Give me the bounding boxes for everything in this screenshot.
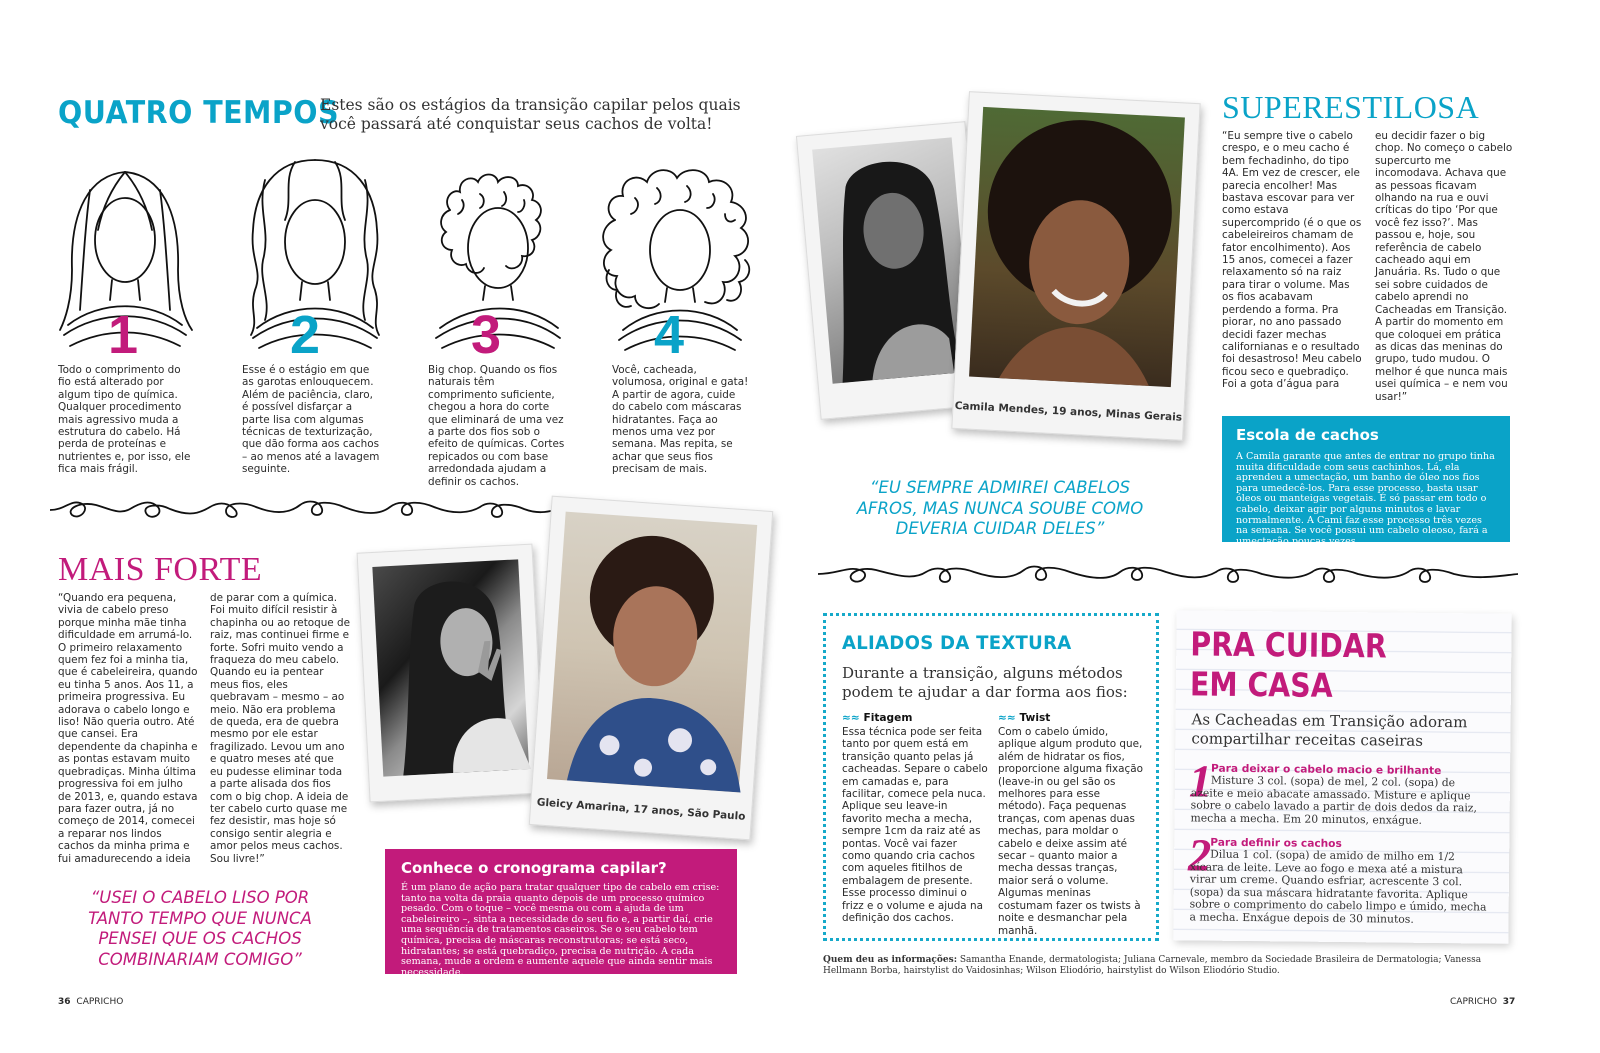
superestilosa-column-2: eu decidir fazer o big chop. No começo o cabelo supercurto me incomodava. Achava que as pessoas ficavam olhando na rua e ouvi críticas do tipo ‘Por que você fez isso?’. Mas passou e, hoje, sou referência de cabelo cacheado aqui em Januária. Rs. Tudo o que sei sobre cuidados de cabelo aprendi no Cacheadas em Transição. A partir do momento em que coloquei em prática as dicas das meninas do grupo, tudo mudou. O melhor é que nunca mais usei química – e nem vou usar!”	[1375, 130, 1513, 403]
aliados-subtitle: Durante a transição, alguns métodos podem te ajudar a dar forma aos fios:	[842, 664, 1128, 701]
superestilosa-title: SUPERESTILOSA	[1222, 89, 1480, 125]
recipe-2-text: Dilua 1 col. (sopa) de amido de milho em 1/2 xícara de leite. Leve ao fogo e mexa até a mistura virar um creme. Quando esfriar, acrescente 3 col. (sopa) da sua máscara hidratante favorita. Aplique sobre o comprimento do cabelo limpo e úmido, mecha a mecha. Enxágue depois de 30 minutos.	[1189, 847, 1487, 926]
photo-gleicy-bw	[372, 559, 529, 776]
portrait-silhouette-icon	[372, 559, 531, 776]
twist-text: Com o cabelo úmido, aplique algum produto que, além de hidratar os fios, proporcione alguma fixação (leave-in ou gel são os melhores para esse método). Faça pequenas tranças, com apenas duas mechas, para moldar o cabelo e deixe assim até secar – quanto maior a mecha dessas tranças, maior será o volume. Algumas meninas costumam fazer os twists à noite e desmanchar pela manhã.	[998, 726, 1143, 937]
mais-forte-title: MAIS FORTE	[58, 551, 263, 588]
portrait-long-hair-icon	[812, 137, 974, 383]
mais-forte-pull-quote: “USEI O CABELO LISO POR TANTO TEMPO QUE NUNCA PENSEI QUE OS CACHOS COMBINARIAM COMIGO”	[88, 888, 312, 969]
credits-text: Samantha Enande, dermatologista; Juliana Carnevale, membro da Sociedade Brasileira de Dermatologia; Vanessa Hellmann Borba, hairstylist do Vaidosinhas; Wilson Eliodório, hairstylist do Wilson Eliodório Studio.	[823, 955, 1482, 976]
quatro-tempos-title: QUATRO TEMPOS	[58, 95, 339, 131]
polaroid-camila-color	[951, 91, 1200, 441]
wave-icon: ≈≈	[842, 712, 860, 724]
polaroid-gleicy-bw	[357, 544, 546, 803]
superestilosa-column-1: “Eu sempre tive o cabelo crespo, e o meu cacho é bem fechadinho, do tipo 4A. Em vez de crescer, ele parecia encolher! Mas bastava escovar para ver como estava supercomprido (é o que os cabeleireiros chamam de fator encolhimento). Aos 15 anos, comecei a fazer relaxamento só na raiz para tirar o volume. Mas os fios acabavam perdendo a forma. Pra piorar, no ano passado decidi fazer mechas californianas e o resultado foi desastroso! Meu cabelo ficou seco e quebradiço. Foi a gota d’água para	[1222, 130, 1362, 391]
portrait-afro-icon	[969, 107, 1187, 387]
credits-label: Quem deu as informações:	[823, 955, 958, 965]
aliados-box	[823, 613, 1159, 941]
polaroid-gleicy-color	[529, 496, 773, 841]
stage-2-text: Esse é o estágio em que as garotas enlouquecem. Além de paciência, claro, é possível disfarçar a parte lisa com algumas técnicas de texturização, que dão forma aos cachos – ao menos até a lavagem seguinte.	[242, 364, 380, 476]
right-page-number: 37	[1502, 997, 1516, 1007]
recipe-2-title: Para definir os cachos	[1210, 836, 1342, 850]
recipe-1-number: 1	[1188, 755, 1213, 807]
recipe-2-number: 2	[1187, 829, 1212, 881]
photo-camila-bw	[812, 137, 972, 383]
cronograma-text: É um plano de ação para tratar qualquer tipo de cabelo em crise: tanto na volta da praia quanto depois de um processo químico pesado. Com o toque – você mesma ou com a ajuda de um cabeleireiro –, sinta a necessidade do seu fio e, a partir daí, crie uma sequência de tratamentos caseiros. Se o seu cabelo tem química, precisa de máscaras reconstrutoras; se está seco, hidratantes; se está quebradiço, precisa de nutrição. A cada semana, mude a ordem e aumente aquele que ainda sentir mais necessidade.	[401, 882, 720, 978]
right-footer	[1450, 997, 1515, 1007]
stage-3-number: 3	[471, 305, 502, 365]
photo-caption-gleicy: Gleicy Amarina, 17 anos, São Paulo	[536, 796, 746, 823]
escola-box	[1222, 416, 1510, 547]
recipe-2	[1189, 836, 1490, 927]
squiggle-divider-left	[50, 495, 560, 525]
photo-camila-color	[969, 107, 1185, 387]
fitagem-text: Essa técnica pode ser feita tanto por quem está em transição quanto pelas já cacheadas. Separe o cabelo em camadas e, para facilitar, comece pela nuca. Aplique seu leave-in favorito mecha a mecha, sempre 1cm da raiz até as pontas. Você vai fazer como quando cria cachos com aqueles fitilhos de embalagem de presente. Esse processo diminui o frizz e o volume e ajuda na definição dos cachos.	[842, 726, 988, 925]
escola-text: A Camila garante que antes de entrar no grupo tinha muita dificuldade com seus cachinhos. Lá, ela aprendeu a umectação, um banho de óleo nos fios para umedecê-los. Para esse processo, basta usar óleos ou manteigas vegetais. É só passar em todo o cabelo, deixar agir por alguns minutos e lavar normalmente. A Cami faz esse processo três vezes na semana. Se você possui um cabelo oleoso, fará a umectação poucas vezes.	[1236, 451, 1495, 547]
aliados-item-twist	[998, 712, 1148, 937]
photo-gleicy-color	[547, 512, 757, 793]
stage-4-text: Você, cacheada, volumosa, original e gata! A partir de agora, cuide do cabelo com máscaras hidratantes. Faça ao menos uma vez por semana. Mas repita, se achar que seus fios precisam de mais.	[612, 364, 749, 476]
stage-1-text: Todo o comprimento do fio está alterado por algum tipo de química. Qualquer procedimento mais agressivo muda a estrutura do cabelo. Há perda de proteínas e nutrientes e, por isso, ele fica mais frágil.	[58, 364, 191, 476]
photo-caption-camila: Camila Mendes, 19 anos, Minas Gerais	[954, 399, 1183, 424]
portrait-curly-icon	[547, 512, 759, 793]
cronograma-box	[385, 849, 737, 978]
wave-icon: ≈≈	[998, 712, 1016, 724]
left-magazine-name: CAPRICHO	[76, 997, 124, 1007]
stage-4-number: 4	[654, 305, 685, 365]
aliados-item-fitagem	[842, 712, 988, 925]
right-magazine-name: CAPRICHO	[1450, 997, 1497, 1007]
pra-cuidar-subtitle: As Cacheadas em Transição adoram compartilhar receitas caseiras	[1191, 710, 1468, 750]
squiggle-divider-right	[818, 560, 1518, 590]
stage-2-number: 2	[290, 305, 321, 365]
stage-1-number: 1	[108, 305, 139, 365]
recipe-1-title: Para deixar o cabelo macio e brilhante	[1211, 762, 1442, 778]
recipe-1-text: Misture 3 col. (sopa) de mel, 2 col. (sopa) de azeite e meio abacate amassado. Misture e aplique sobre o cabelo lavado a partir de dois dedos da raiz, mecha a mecha. Em 20 minutos, enxágue.	[1190, 773, 1478, 827]
credits	[823, 955, 1513, 977]
left-footer	[58, 997, 123, 1007]
quatro-tempos-intro: Estes são os estágios da transição capilar pelos quais você passará até conquistar seus cachos de volta!	[320, 96, 741, 133]
aliados-title: ALIADOS DA TEXTURA	[842, 632, 1072, 654]
mais-forte-column-1: “Quando era pequena, vivia de cabelo preso porque minha mãe tinha dificuldade em arrumá-lo. O primeiro relaxamento quem fez foi a minha tia, que é cabeleireira, quando eu tinha 5 anos. Aos 11, a primeira progressiva. Eu adorava o cabelo longo e liso! Não queria outro. Até que cansei. Era dependente da chapinha e as pontas estavam muito quebradiças. Minha última progressiva foi em julho de 2013, e, quando estava para fazer outra, já no começo de 2014, comecei a reparar nos lindos cachos da minha prima e fui amadurecendo a ideia	[58, 592, 198, 865]
twist-name: Twist	[1019, 712, 1051, 724]
mais-forte-column-2: de parar com a química. Foi muito difícil resistir à chapinha ou ao retoque de raiz, mas continuei firme e forte. Sofri muito vendo a fraqueza do meu cabelo. Quando eu ia pentear meus fios, eles quebravam – mesmo – ao meio. Não era problema de queda, era de quebra mesmo por ele estar fragilizado. Levou um ano e quatro meses até que eu pudesse eliminar toda a parte alisada dos fios com o big chop. A ideia de ter cabelo curto quase me fez desistir, mas hoje só consigo sentir alegria e amor pelos meus cachos. Sou livre!”	[210, 592, 350, 865]
pra-cuidar-title-line-2: EM CASA	[1189, 664, 1333, 705]
fitagem-name: Fitagem	[863, 712, 913, 724]
pra-cuidar-title-line-1: PRA CUIDAR	[1190, 624, 1387, 666]
superestilosa-pull-quote: “EU SEMPRE ADMIREI CABELOS AFROS, MAS NUNCA SOUBE COMO DEVERIA CUIDAR DELES”	[856, 478, 1144, 538]
pra-cuidar-paper	[1173, 610, 1511, 943]
left-page-number: 36	[58, 997, 71, 1007]
recipe-1	[1190, 762, 1491, 828]
cronograma-title: Conhece o cronograma capilar?	[401, 859, 667, 877]
escola-title: Escola de cachos	[1236, 426, 1379, 444]
stage-3-text: Big chop. Quando os fios naturais têm comprimento suficiente, chegou a hora do corte que eliminará de uma vez a parte dos fios sob o efeito de químicas. Cortes repicados ou com base arredondada ajudam a definir os cachos.	[428, 364, 565, 488]
